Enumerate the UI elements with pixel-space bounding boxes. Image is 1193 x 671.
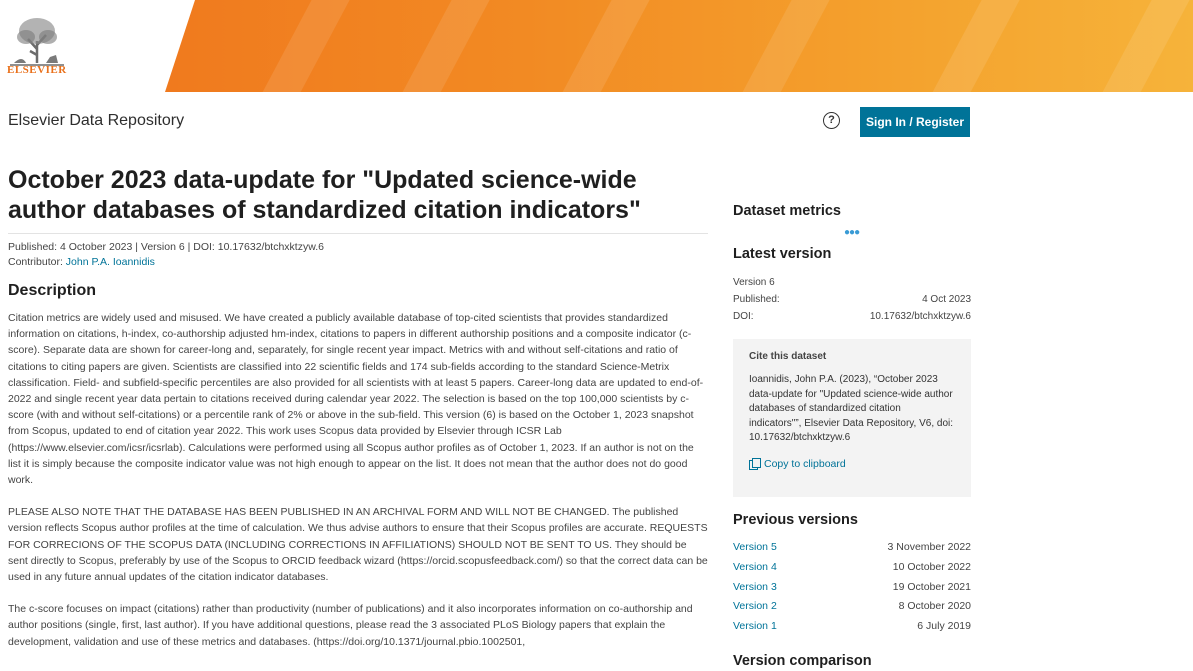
copy-to-clipboard-button[interactable] <box>749 458 955 470</box>
previous-versions-heading: Previous versions <box>733 512 858 528</box>
published-line: Published: 4 October 2023 | Version 6 | DOI: 10.17632/btchxktzyw.6 <box>8 241 324 253</box>
banner-artwork <box>165 0 1193 92</box>
dataset-meta <box>8 240 708 270</box>
doi-label: DOI: <box>733 311 754 322</box>
version-date: 10 October 2022 <box>892 560 971 573</box>
loading-dots-icon: ●●● <box>844 227 860 238</box>
version-row <box>733 558 971 578</box>
published-label: Published: <box>733 294 780 305</box>
version-date: 19 October 2021 <box>892 580 971 593</box>
description-heading: Description <box>8 282 97 299</box>
title-divider <box>8 233 708 234</box>
help-question-icon[interactable]: ? <box>823 112 840 129</box>
version-label: Version 6 <box>733 277 775 288</box>
version-row <box>733 538 971 558</box>
version-row <box>733 597 971 617</box>
doi-value[interactable]: 10.17632/btchxktzyw.6 <box>869 311 971 322</box>
previous-versions-list <box>733 538 971 637</box>
version-date: 3 November 2022 <box>887 541 971 553</box>
contributor-label: Contributor: <box>8 256 66 268</box>
version-2-link[interactable]: Version 2 <box>733 600 777 613</box>
copy-icon <box>749 458 760 469</box>
repository-title[interactable]: Elsevier Data Repository <box>8 112 185 129</box>
dataset-metrics-heading: Dataset metrics <box>733 203 841 219</box>
version-5-link[interactable]: Version 5 <box>733 541 777 553</box>
copy-label: Copy to clipboard <box>764 457 846 470</box>
version-1-link[interactable]: Version 1 <box>733 620 777 633</box>
latest-version-heading: Latest version <box>733 246 832 262</box>
page-title: October 2023 data-update for "Updated science-wide author databases of standardized citation indicators" <box>8 166 641 224</box>
description-paragraph: Citation metrics are widely used and misused. We have created a publicly available database of top-cited scientists that provides standardized information on citations, h-index, co-authorship adjusted hm-index, citations to papers in different authorship positions and a composite indicator (c-score). Separate data are shown for career-long and, separately, for single recent year impact. Metrics with and without self-citations and ratio of citations to citing papers are given. Scientists are classified into 22 scientific fields and 174 sub-fields according to the standard Science-Metrix classification. Field- and subfield-specific percentiles are also provided for all scientists with at least 5 papers. Career-long data are updated to end-of-2022 and single recent year data pertain to citations received during calendar year 2022. The selection is based on the top 100,000 scientists by c-score (with and without self-citations) or a percentile rank of 2% or above in the sub-field. This version (6) is based on the October 1, 2023 snapshot from Scopus, updated to end of citation year 2022. This work uses Scopus data provided by Elsevier through ICSR Lab (https://www.elsevier.com/icsr/icsrlab). Calculations were performed using all Scopus author profiles as of October 1, 2023. If an author is not on the list it is simply because the composite indicator value was not high enough to appear on the list. It does not mean that the author does not do good work. <box>8 312 704 487</box>
version-row <box>733 617 971 637</box>
description-paragraph: The c-score focuses on impact (citations) rather than productivity (number of publications) and it also incorporates information on co-authorship and author positions (single, first, last author). If you have additional questions, please read the 3 associated PLoS Biology papers that explain the development, validation and use of these metrics and databases. (https://doi.org/10.1371/journal.pbio.1002501, <box>8 603 693 648</box>
elsevier-banner <box>0 0 1193 92</box>
description-body <box>8 310 708 650</box>
elsevier-wordmark[interactable]: ELSEVIER <box>7 64 67 76</box>
version-date: 6 July 2019 <box>917 620 971 633</box>
description-paragraph: PLEASE ALSO NOTE THAT THE DATABASE HAS BEEN PUBLISHED IN AN ARCHIVAL FORM AND WILL NOT BE CHANGED. The published version reflects Scopus author profiles at the time of calculation. We thus advise authors to ensure that their Scopus profiles are accurate. REQUESTS FOR CORRECIONS OF THE SCOPUS DATA (INCLUDING CORRECTIONS IN AFFILIATIONS) SHOULD NOT BE SENT TO US. They should be sent directly to Scopus, preferably by use of the Scopus to ORCID feedback wizard (https://orcid.scopusfeedback.com/) so that the correct data can be used in any future annual updates of the citation indicator databases. <box>8 506 708 584</box>
latest-version-details <box>733 274 971 325</box>
contributor-link[interactable]: John P.A. Ioannidis <box>65 256 155 268</box>
cite-this-dataset-box <box>733 339 971 497</box>
contributor-line <box>8 255 708 270</box>
version-date: 8 October 2020 <box>898 600 971 613</box>
version-4-link[interactable]: Version 4 <box>733 560 777 573</box>
version-row <box>733 578 971 598</box>
published-value: 4 Oct 2023 <box>922 294 971 305</box>
cite-label: Cite this dataset <box>749 351 827 362</box>
version-comparison-heading: Version comparison <box>733 653 872 669</box>
dataset-main <box>8 165 708 666</box>
citation-text: Ioannidis, John P.A. (2023), “October 2023 data-update for "Updated science-wide author databases of standardized citation indicators"”, Elsevier Data Repository, V6, doi: 10.17632/btchxktzyw.6 <box>749 374 954 443</box>
sign-in-register-button[interactable]: Sign In / Register <box>860 107 970 137</box>
version-3-link[interactable]: Version 3 <box>733 580 777 593</box>
